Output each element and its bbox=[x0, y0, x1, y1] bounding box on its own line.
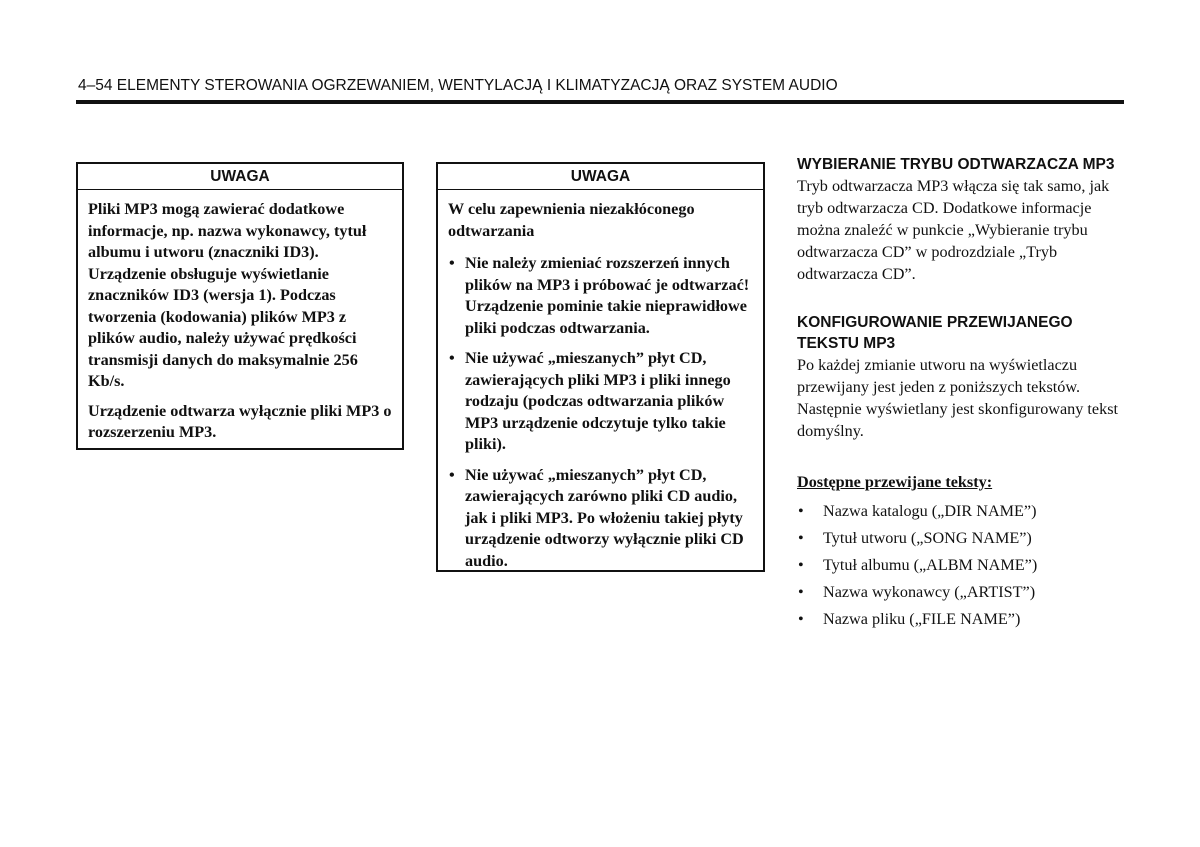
section-scroll-text bbox=[797, 312, 1127, 442]
list-item: • Nazwa wykonawcy („ARTIST”) bbox=[797, 581, 1127, 603]
note-box-id3 bbox=[76, 162, 404, 450]
right-column bbox=[797, 154, 1127, 635]
section-mp3-mode bbox=[797, 154, 1127, 285]
note-paragraph: Urządzenie odtwarza wyłącznie pliki MP3 o rozszerzeniu MP3. bbox=[88, 401, 392, 441]
note-bullet-list bbox=[448, 253, 753, 572]
note-bullet: • Nie używać „mieszanych” płyt CD, zawierających pliki MP3 i pliki innego rodzaju (podczas odtwarzania plików MP3 urządzenie odczytuje tylko takie pliki). bbox=[448, 348, 753, 456]
section-heading: KONFIGUROWANIE PRZEWIJANEGO TEKSTU MP3 bbox=[797, 314, 1073, 352]
header-rule bbox=[76, 100, 1124, 104]
note-bullet: • Nie należy zmieniać rozszerzeń innych plików na MP3 i próbować je odtwarzać! Urządzenie pominie takie nieprawidłowe pliki podczas odtwarzania. bbox=[448, 253, 753, 339]
note-box-playback bbox=[436, 162, 765, 572]
note-box-body bbox=[78, 190, 402, 452]
page-header: 4–54 ELEMENTY STEROWANIA OGRZEWANIEM, WENTYLACJĄ I KLIMATYZACJĄ ORAZ SYSTEM AUDIO bbox=[78, 77, 838, 94]
note-box-body bbox=[438, 190, 763, 589]
list-item: • Tytuł utworu („SONG NAME”) bbox=[797, 527, 1127, 549]
section-text: Tryb odtwarzacza MP3 włącza się tak samo, jak tryb odtwarzacza CD. Dodatkowe informacje można znaleźć w punkcie „Wybieranie trybu odtwarzacza CD” w podrozdziale „Tryb odtwarzacza CD”. bbox=[797, 177, 1110, 283]
note-box-title: UWAGA bbox=[438, 164, 763, 190]
note-bullet: • Nie używać „mieszanych” płyt CD, zawierających zarówno pliki CD audio, jak i pliki MP3. Po włożeniu takiej płyty urządzenie odtworzy wyłącznie pliki CD audio. bbox=[448, 465, 753, 573]
list-item: • Tytuł albumu („ALBM NAME”) bbox=[797, 554, 1127, 576]
list-item: • Nazwa pliku („FILE NAME”) bbox=[797, 608, 1127, 630]
note-paragraph: Pliki MP3 mogą zawierać dodatkowe informacje, np. nazwa wykonawcy, tytuł albumu i utworu (znaczniki ID3). Urządzenie obsługuje wyświetlanie znaczników ID3 (wersja 1). Podczas tworzenia (kodowania) plików MP3 z plików audio, należy używać prędkości transmisji danych do maksymalnie 256 Kb/s. bbox=[88, 200, 367, 390]
scroll-text-list bbox=[797, 500, 1127, 630]
available-texts-heading: Dostępne przewijane teksty: bbox=[797, 473, 993, 491]
note-box-title: UWAGA bbox=[78, 164, 402, 190]
note-intro: W celu zapewnienia niezakłóconego odtwarzania bbox=[448, 200, 695, 240]
section-text: Po każdej zmianie utworu na wyświetlaczu przewijany jest jeden z poniższych tekstów. Następnie wyświetlany jest skonfigurowany tekst domyślny. bbox=[797, 356, 1118, 440]
section-heading: WYBIERANIE TRYBU ODTWARZACZA MP3 bbox=[797, 156, 1115, 173]
list-item: • Nazwa katalogu („DIR NAME”) bbox=[797, 500, 1127, 522]
